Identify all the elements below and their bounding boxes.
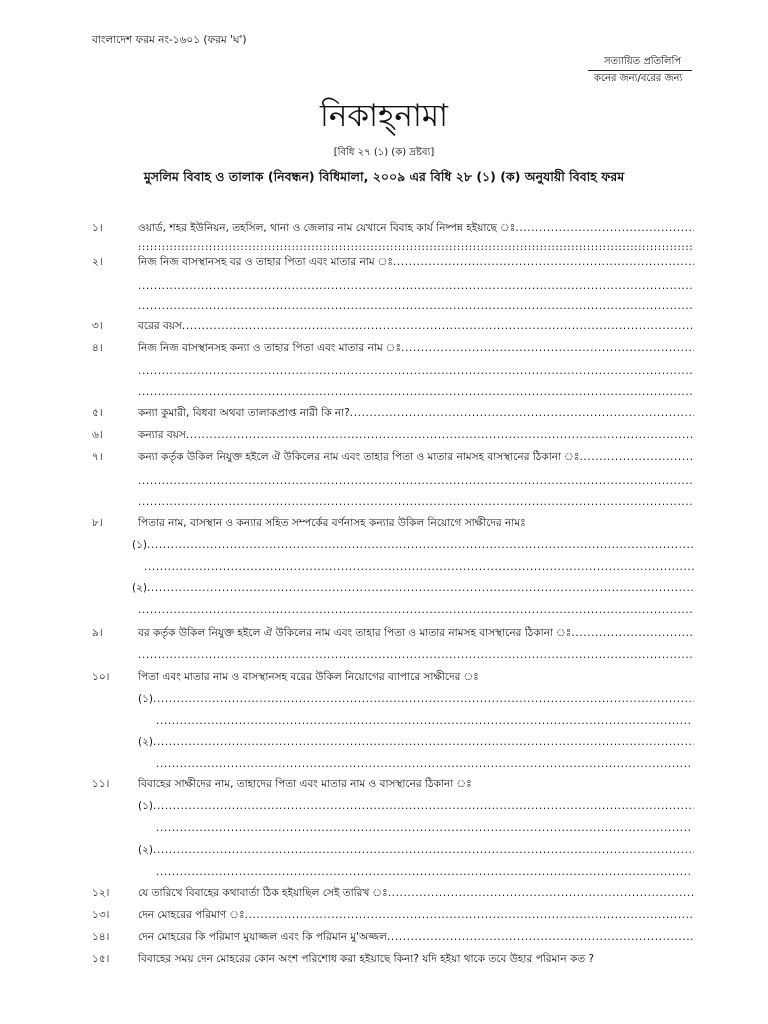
item-number: ৭। [92,451,103,463]
item-number: ১৪। [92,931,110,943]
item-number: ৫। [92,407,103,419]
witness-line-1[interactable] [138,692,694,706]
field-label: বরের বয়স [138,320,182,332]
field-label: নিজ নিজ বাসস্থানসহ বর ও তাহার পিতা এবং মাতার নাম ঃ [138,256,393,268]
form-field-bride-status[interactable] [138,406,694,420]
copy-label-underline [588,70,692,71]
field-label: পিতা এবং মাতার নাম ও বাসস্থানসহ বরের উকিল নিয়োগের ব্যাপারে সাক্ষীদের ঃ [138,671,479,683]
field-label: দেন মোহরের পরিমাণ ঃ [138,909,245,921]
fill-line[interactable] [138,299,694,313]
fill-line[interactable] [138,385,694,399]
fill-line [388,886,694,900]
field-label: নিজ নিজ বাসস্থানসহ কন্যা ও তাহার পিতা এবং মাতার নাম ঃ [138,342,402,354]
fill-line[interactable] [138,648,694,662]
field-label: বিবাহের সাক্ষীদের নাম, তাহাদের পিতা এবং মাতার নাম ও বাসস্থানের ঠিকানা ঃ [138,778,472,790]
item-number: ১০। [92,671,110,683]
item-number: ১৩। [92,909,110,921]
fill-line[interactable] [138,237,694,251]
witness-number: (১) [138,800,154,812]
fill-line[interactable] [156,865,690,879]
field-label: দেন মোহরের কি পরিমাণ মুয়াজ্জল এবং কি পরিমান মু'অজ্জল [138,931,387,943]
item-number: ১২। [92,887,110,899]
form-field-groom-attorney-witnesses [138,670,694,684]
item-number: ২। [92,256,103,268]
fill-line [153,692,694,706]
fill-line [579,450,694,464]
fill-line [153,843,694,857]
form-field-bride-details[interactable] [138,341,694,355]
witness-line-1[interactable] [132,538,694,552]
page-title: নিকাহ্‌নামা [319,98,449,134]
item-number: ৩। [92,320,103,332]
fill-line[interactable] [156,757,690,771]
item-number: ৪। [92,342,103,354]
form-field-groom-attorney[interactable] [138,626,694,640]
item-number: ৮। [92,517,103,529]
field-label: পিতার নাম, বাসস্থান ও কন্যার সহিত সম্পর্কের বর্ণনাসহ কন্যার উকিল নিয়োগে সাক্ষীদের নামঃ [138,517,526,529]
field-label: ওয়ার্ড, শহর ইউনিয়ন, তহসিল, থানা ও জেলার নাম যেখানে বিবাহ কার্য নিষ্পন্ন হইয়াছে ঃ [138,222,516,234]
fill-line [401,341,694,355]
item-number: ১। [92,222,103,234]
fill-line[interactable] [156,714,690,728]
fill-line [571,626,694,640]
field-label: কন্যা কর্তৃক উকিল নিযুক্ত হইলে ঐ উকিলের নাম এবং তাহার পিতা ও মাতার নামসহ বাসস্থানের ঠিকানা ঃ [138,451,580,463]
witness-number: (১) [132,539,148,551]
witness-number: (২) [132,582,148,594]
fill-line[interactable] [138,474,694,488]
fill-line[interactable] [138,364,694,378]
item-number: ৯। [92,627,103,639]
fill-line [147,581,694,595]
witness-number: (২) [138,736,154,748]
witness-number: (১) [138,693,154,705]
fill-line [182,319,694,333]
field-label: কন্যা কুমারী, বিধবা অথবা তালাকপ্রাপ্ত নারী কি না? [138,407,350,419]
fill-line[interactable] [156,821,690,835]
witness-line-2[interactable] [132,581,694,595]
form-number: বাংলাদেশ ফরম নং-১৬০১ (ফরম 'ঘ') [92,34,247,46]
copy-recipient-label: কনের জন্য/বরের জন্য [594,73,683,84]
form-subtitle: মুসলিম বিবাহ ও তালাক (নিবন্ধন) বিধিমালা, ২০০৯ এর বিধি ২৮ (১) (ক) অনুযায়ী বিবাহ ফরম [143,169,625,184]
form-field-dower-amount[interactable] [138,908,694,922]
form-field-groom-details[interactable] [138,255,694,269]
form-field-dower-paid[interactable] [138,952,694,966]
rule-reference: [বিধি ২৭ (১) (ক) দ্রষ্টব্য] [333,147,435,158]
field-label: বিবাহের সময় দেন মোহরের কোন অংশ পরিশোধ করা হইয়াছে কিনা? যদি হইয়া থাকে তবে উহার পরিমান কত ? [138,953,595,965]
form-field-groom-age[interactable] [138,319,694,333]
fill-line [387,930,694,944]
item-number: ১১। [92,778,110,790]
item-number: ৬। [92,429,103,441]
fill-line [153,735,694,749]
field-label: কন্যার বয়স [138,429,186,441]
witness-line-1[interactable] [138,799,694,813]
fill-line [153,799,694,813]
form-field-bride-attorney-witnesses [138,516,694,530]
fill-line[interactable] [144,560,694,574]
fill-line[interactable] [138,495,694,509]
item-number: ১৫। [92,953,110,965]
fill-line[interactable] [138,603,694,617]
fill-line [147,538,694,552]
form-field-marriage-witnesses [138,777,694,791]
fill-line [515,221,694,235]
field-label: যে তারিখে বিবাহের কথাবার্তা ঠিক হইয়াছিল সেই তারিখ ঃ [138,887,388,899]
witness-line-2[interactable] [138,843,694,857]
witness-number: (২) [138,844,154,856]
fill-line [393,255,694,269]
form-field-bride-age[interactable] [138,428,694,442]
fill-line[interactable] [138,279,694,293]
form-field-engagement-date[interactable] [138,886,694,900]
fill-line [245,908,694,922]
form-field-bride-attorney[interactable] [138,450,694,464]
form-field-marriage-location[interactable] [138,221,694,235]
certified-copy-label: সত্যায়িত প্রতিলিপি [604,56,682,67]
witness-line-2[interactable] [138,735,694,749]
form-field-dower-split[interactable] [138,930,694,944]
field-label: বর কর্তৃক উকিল নিযুক্ত হইলে ঐ উকিলের নাম এবং তাহার পিতা ও মাতার নামসহ বাসস্থানের ঠিকানা ঃ [138,627,572,639]
fill-line [350,406,694,420]
fill-line [186,428,694,442]
